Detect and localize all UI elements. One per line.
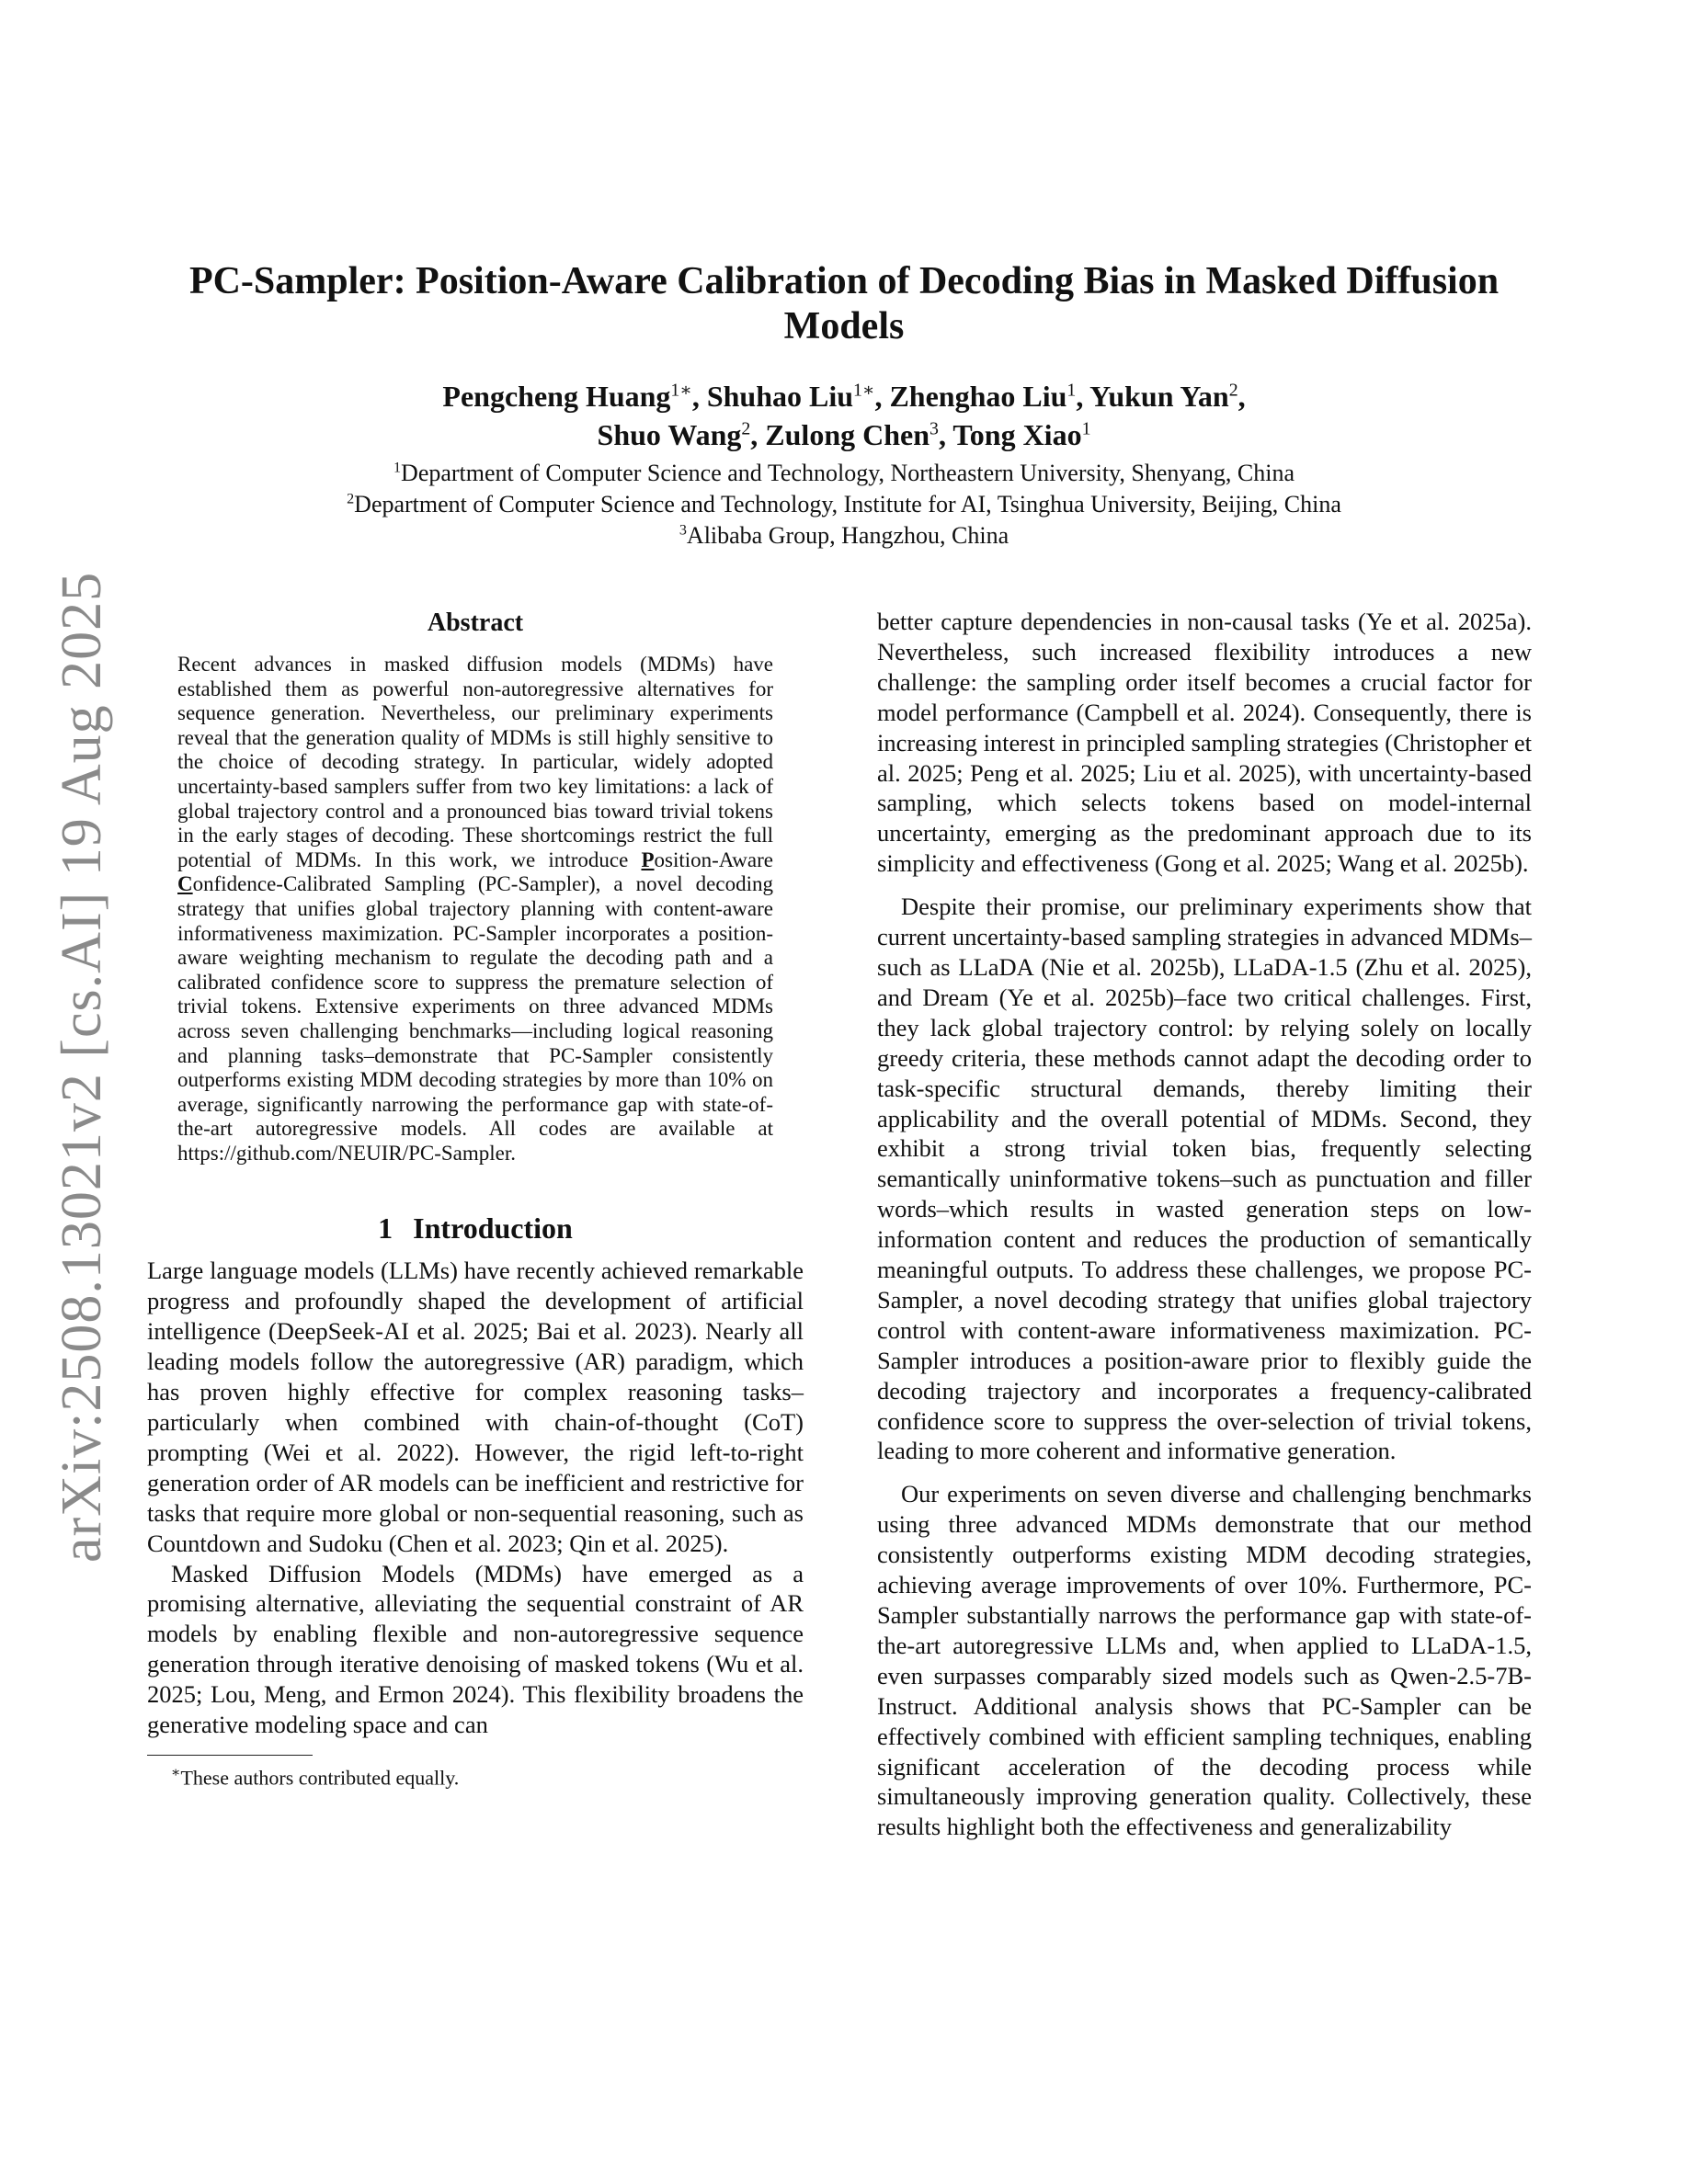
abstract-text [177,653,773,1166]
section-number: 1 [378,1211,393,1246]
body-paragraph: Our experiments on seven diverse and challenging benchmarks using three advanced MDMs demonstrate that our method consistently outperforms existing MDM decoding strategies, achieving average improvements of over 10%. Furthermore, PC-Sampler substantially narrows the performance gap with state-of-the-art autoregressive LLMs and, when applied to LLaDA-1.5, even surpasses comparably sized models such as Qwen-2.5-7B-Instruct. Additional analysis shows that PC-Sampler can be effectively combined with efficient sampling techniques, enabling significant acceleration of the decoding process while simultaneously improving generation quality. Collectively, these results highlight both the effectiveness and generalizability [877,1480,1532,1841]
author-separator: , [1076,380,1090,413]
author-affil-mark: 1 [1081,418,1091,439]
author-name: Shuhao Liu [706,380,854,413]
author-name: Pengcheng Huang [442,380,671,413]
author-list [138,377,1550,454]
body-paragraph: better capture dependencies in non-causal tasks (Ye et al. 2025a). Nevertheless, such increased flexibility introduces a new challenge: the sampling order itself becomes a crucial factor for model performance (Campbell et al. 2024). Consequently, there is increasing interest in principled sampling strategies (Christopher et al. 2025; Peng et al. 2025; Liu et al. 2025), with uncertainty-based sampling, which selects tokens based on model-internal uncertainty, emerging as the predominant approach due to its simplicity and effectiveness (Gong et al. 2025; Wang et al. 2025b). [877,608,1532,878]
author-separator: , [938,418,953,451]
footnote-divider [147,1755,313,1756]
section-title: Introduction [413,1211,573,1246]
acronym-letter: P [641,847,655,871]
author-name: Yukun Yan [1089,380,1229,413]
paper-title: PC-Sampler: Position-Aware Calibration of Decoding Bias in Masked Diffusion Models [188,260,1500,347]
author-affil-mark: 1∗ [670,380,692,401]
left-column [147,607,804,1792]
body-paragraph: Large language models (LLMs) have recently achieved remarkable progress and profoundly shaped the development of artificial intelligence (DeepSeek-AI et al. 2025; Bai et al. 2023). Nearly all leading models follow the autoregressive (AR) paradigm, which has proven highly effective for complex reasoning tasks–particularly when combined with chain-of-thought (CoT) prompting (Wei et al. 2022). However, the rigid left-to-right generation order of AR models can be inefficient and restrictive for tasks that require more global or non-sequential reasoning, such as Countdown and Sudoku (Chen et al. 2023; Qin et al. 2025). [147,1257,804,1557]
affiliation [138,520,1550,552]
footnote-text: These authors contributed equally. [180,1766,460,1790]
author-affil-mark: 2 [741,418,751,439]
affiliation-text: Department of Computer Science and Technology, Northeastern University, Shenyang, China [401,460,1295,486]
affiliation-mark: 2 [347,491,355,507]
abstract-heading: Abstract [427,609,524,637]
section-heading [147,1210,804,1246]
author-name: Tong Xiao [952,418,1082,451]
affiliation [138,489,1550,520]
footnote [171,1759,804,1792]
author-name: Shuo Wang [597,418,742,451]
affiliation-mark: 1 [393,460,402,476]
abstract-part: Recent advances in masked diffusion models (MDMs) have established them as powerful non-autoregressive alternatives for sequence generation. Nevertheless, our preliminary experiments reveal that the generation quality of MDMs is still highly sensitive to the choice of decoding strategy. In particular, widely adopted uncertainty-based samplers suffer from two key limitations: a lack of global trajectory control and a pronounced bias toward trivial tokens in the early stages of decoding. These shortcomings restrict the full potential of MDMs. In this work, we introduce [177,653,773,871]
arxiv-identifier: arXiv:2508.13021v2 [cs.AI] 19 Aug 2025 [51,571,113,1563]
author-separator: , [874,380,890,413]
author-separator: , [691,380,707,413]
abstract-part: osition-Aware [654,847,773,871]
author-line-2 [138,415,1550,454]
footnote-marker: ∗ [171,1764,181,1780]
author-separator: , [750,418,766,451]
affiliation-text: Alibaba Group, Hangzhou, China [686,522,1009,549]
right-column [877,607,1532,1842]
author-separator: , [1237,380,1246,413]
author-name: Zhenghao Liu [889,380,1067,413]
affiliation-list [138,458,1550,552]
abstract-part: onfidence-Calibrated Sampling (PC-Sampler), a novel decoding strategy that unifies global trajectory planning with content-aware informativeness maximization. PC-Sampler incorporates a position-aware weighting mechanism to regulate the decoding path and a calibrated confidence score to suppress the premature selection of trivial tokens. Extensive experiments on three advanced MDMs across seven challenging benchmarks—including logical reasoning and planning tasks–demonstrate that PC-Sampler consistently outperforms existing MDM decoding strategies by more than 10% on average, significantly narrowing the performance gap with state-of-the-art autoregressive models. All codes are available at https://github.com/NEUIR/PC-Sampler. [177,872,773,1165]
author-affil-mark: 2 [1228,380,1238,401]
author-line-1 [138,377,1550,415]
author-affil-mark: 3 [930,418,939,439]
affiliation-text: Department of Computer Science and Technology, Institute for AI, Tsinghua University, Beijing, China [354,491,1341,518]
author-affil-mark: 1∗ [853,380,875,401]
affiliation [138,458,1550,489]
body-paragraph: Masked Diffusion Models (MDMs) have emerged as a promising alternative, alleviating the sequential constraint of AR models by enabling flexible and non-autoregressive sequence generation through iterative denoising of masked tokens (Wu et al. 2025; Lou, Meng, and Ermon 2024). This flexibility broadens the generative modeling space and can [147,1559,804,1739]
author-affil-mark: 1 [1066,380,1077,401]
acronym-letter: C [177,872,193,896]
author-name: Zulong Chen [765,418,930,451]
affiliation-mark: 3 [679,522,687,539]
body-paragraph: Despite their promise, our preliminary experiments show that current uncertainty-based sampling strategies in advanced MDMs–such as LLaDA (Nie et al. 2025b), LLaDA-1.5 (Zhu et al. 2025), and Dream (Ye et al. 2025b)–face two critical challenges. First, they lack global trajectory control: by relying solely on locally greedy criteria, these methods cannot adapt the decoding order to task-specific structural demands, thereby limiting their applicability and the overall potential of MDMs. Second, they exhibit a strong trivial token bias, frequently selecting semantically uninformative tokens–such as punctuation and filler words–which results in wasted generation steps on low-information content and reduces the production of semantically meaningful outputs. To address these challenges, we propose PC-Sampler, a novel decoding strategy that unifies global trajectory control with content-aware informativeness maximization. PC-Sampler introduces a position-aware prior to flexibly guide the decoding trajectory and incorporates a frequency-calibrated confidence score to suppress the over-selection of trivial tokens, leading to more coherent and informative generation. [877,893,1532,1465]
